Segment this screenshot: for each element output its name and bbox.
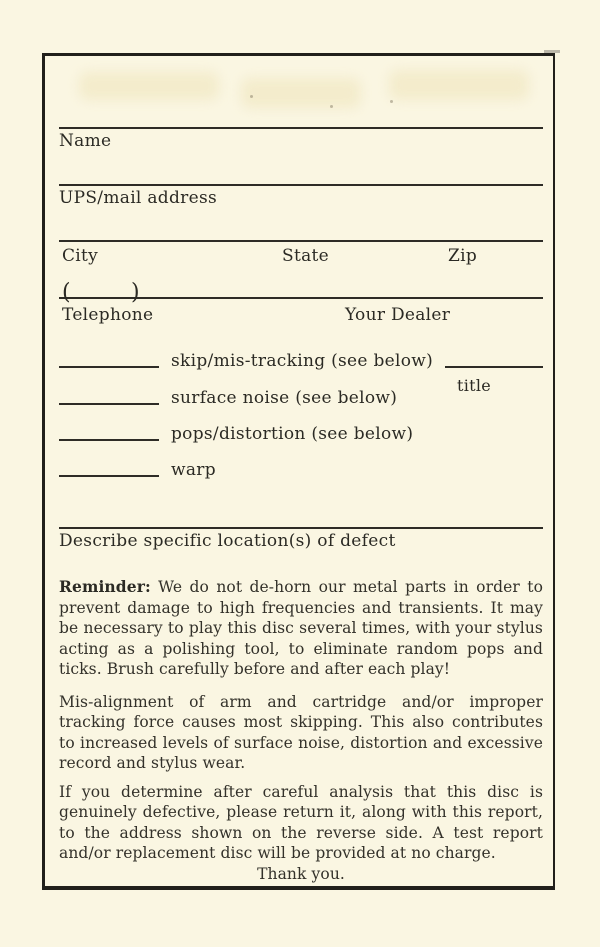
defect-row-pops	[59, 423, 413, 445]
form-border-box	[42, 53, 555, 890]
title-label: title	[456, 376, 492, 395]
alignment-paragraph: Mis-alignment of arm and cartridge and/or improper tracking force causes most skipping. This also contributes to increased levels of surface noise, distortion and excessive record and stylus wear.	[59, 692, 543, 772]
city-label: City	[62, 246, 99, 266]
bleed-through-ghost	[79, 72, 219, 100]
surface-noise-label: surface noise (see below)	[171, 388, 398, 408]
describe-defect-input-area[interactable]	[59, 527, 543, 551]
defect-row-surface-noise	[59, 387, 397, 409]
reminder-body: We do not de-horn our metal parts in order to prevent damage to high frequencies and transients. It may be necessary to play this disc several times, with your stylus acting as a polishing tool, to eliminate random pops and ticks. Brush carefully before and after each play!	[59, 578, 543, 678]
surface-noise-count-input-line[interactable]	[59, 389, 159, 405]
scan-speck	[330, 105, 333, 108]
warp-count-input-line[interactable]	[59, 461, 159, 477]
notes-section	[59, 577, 543, 884]
defect-row-skip	[59, 350, 543, 372]
reminder-label: Reminder:	[59, 577, 151, 596]
bleed-through-ghost	[389, 70, 529, 100]
area-code-open-paren: (	[62, 280, 71, 305]
reminder-paragraph	[59, 577, 543, 680]
telephone-dealer-input-line[interactable]	[59, 280, 543, 325]
telephone-label: Telephone	[62, 305, 154, 325]
bleed-through-ghost	[241, 78, 361, 108]
scan-speck	[250, 95, 253, 98]
address-label: UPS/mail address	[59, 188, 218, 208]
zip-label: Zip	[448, 246, 478, 266]
address-input-line[interactable]	[59, 184, 543, 208]
city-state-zip-input-line[interactable]	[59, 240, 543, 268]
pops-label: pops/distortion (see below)	[171, 424, 414, 444]
describe-defect-label: Describe specific location(s) of defect	[59, 531, 396, 551]
skip-label: skip/mis-tracking (see below)	[171, 351, 434, 371]
state-label: State	[282, 246, 330, 266]
name-input-line[interactable]	[59, 127, 543, 151]
area-code-close-paren: )	[131, 280, 140, 305]
warp-label: warp	[171, 460, 216, 480]
skip-count-input-line[interactable]	[59, 352, 159, 368]
pops-count-input-line[interactable]	[59, 425, 159, 441]
your-dealer-label: Your Dealer	[345, 305, 451, 325]
scan-speck	[390, 100, 393, 103]
thank-you-text: Thank you.	[257, 864, 345, 883]
name-label: Name	[59, 131, 112, 151]
return-policy-paragraph: If you determine after careful analysis that this disc is genuinely defective, please return it, along with this report, to the address shown on the reverse side. A test report and/or replacement disc will be provided at no charge.	[59, 782, 543, 862]
defect-row-warp	[59, 459, 216, 481]
title-input-line[interactable]	[445, 352, 543, 368]
